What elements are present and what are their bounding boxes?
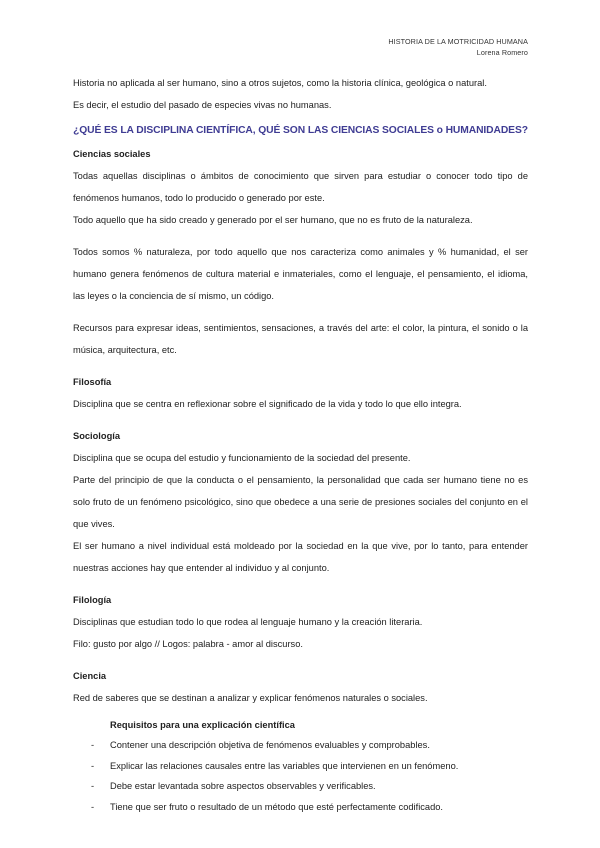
page-header	[388, 36, 528, 58]
bullet-dash: -	[91, 781, 95, 791]
spacer	[73, 307, 528, 317]
paragraph: Disciplina que se ocupa del estudio y funcionamiento de la sociedad del presente.	[73, 453, 411, 463]
heading-ciencia: Ciencia	[73, 671, 107, 681]
paragraph: Filo: gusto por algo // Logos: palabra - amor al discurso.	[73, 639, 303, 649]
paragraph: Recursos para expresar ideas, sentimientos, sensaciones, a través del arte: el color, la pintura, el sonido o la música, arquitectura, etc.	[73, 323, 528, 355]
paragraph: Parte del principio de que la conducta o el pensamiento, la personalidad que cada ser humano tiene no es solo fruto de un fenómeno psicológico, sino que obedece a una serie de presiones sociales del conjunto en el que vives.	[73, 475, 528, 529]
spacer	[73, 655, 528, 665]
heading-ciencias-sociales: Ciencias sociales	[73, 149, 151, 159]
paragraph: Todas aquellas disciplinas o ámbitos de conocimiento que sirven para estudiar o conocer todo tipo de fenómenos humanos, todo lo producido o generado por este.	[73, 171, 528, 203]
bullet-dash: -	[91, 801, 95, 812]
paragraph: El ser humano a nivel individual está moldeado por la sociedad en la que vive, por lo tanto, para entender nuestras acciones hay que entender al individuo y al conjunto.	[73, 541, 528, 573]
heading-sociologia: Sociología	[73, 431, 121, 441]
requirements-list	[73, 735, 528, 817]
heading-filologia: Filología	[73, 595, 112, 605]
list-item-text: Tiene que ser fruto o resultado de un método que esté perfectamente codificado.	[110, 801, 444, 812]
intro-line-1: Historia no aplicada al ser humano, sino a otros sujetos, como la historia clínica, geológica o natural.	[73, 78, 487, 88]
spacer	[73, 415, 528, 425]
spacer	[73, 361, 528, 371]
list-item-text: Explicar las relaciones causales entre las variables que intervienen en un fenómeno.	[110, 760, 459, 771]
paragraph: Todo aquello que ha sido creado y generado por el ser humano, que no es fruto de la naturaleza.	[73, 215, 473, 225]
intro-line-2: Es decir, el estudio del pasado de especies vivas no humanas.	[73, 100, 332, 110]
section-title: ¿QUÉ ES LA DISCIPLINA CIENTÍFICA, QUÉ SON LAS CIENCIAS SOCIALES o HUMANIDADES?	[73, 125, 528, 136]
spacer	[73, 579, 528, 589]
list-item	[73, 776, 528, 797]
list-item-text: Debe estar levantada sobre aspectos observables y verificables.	[110, 781, 376, 791]
subheading-requisitos: Requisitos para una explicación científica	[110, 720, 295, 730]
header-author: Lorena Romero	[476, 48, 528, 57]
bullet-dash: -	[91, 740, 95, 750]
list-item	[73, 735, 528, 756]
spacer	[73, 231, 528, 241]
paragraph: Todos somos % naturaleza, por todo aquello que nos caracteriza como animales y % humanidad, el ser humano genera fenómenos de cultura material e inmateriales, como el lenguaje, el pensamiento, el idioma, las leyes o la conciencia de sí mismo, un código.	[73, 247, 528, 301]
heading-filosofia: Filosofía	[73, 377, 112, 387]
bullet-dash: -	[91, 760, 95, 771]
paragraph: Disciplina que se centra en reflexionar sobre el significado de la vida y todo lo que ello integra.	[73, 399, 462, 409]
document-body	[73, 72, 528, 817]
list-item-text: Contener una descripción objetiva de fenómenos evaluables y comprobables.	[110, 740, 430, 750]
paragraph: Red de saberes que se destinan a analizar y explicar fenómenos naturales o sociales.	[73, 693, 428, 703]
paragraph: Disciplinas que estudian todo lo que rodea al lenguaje humano y la creación literaria.	[73, 617, 423, 627]
header-course-title: HISTORIA DE LA MOTRICIDAD HUMANA	[388, 37, 528, 46]
list-item	[73, 756, 528, 777]
list-item	[73, 797, 528, 818]
